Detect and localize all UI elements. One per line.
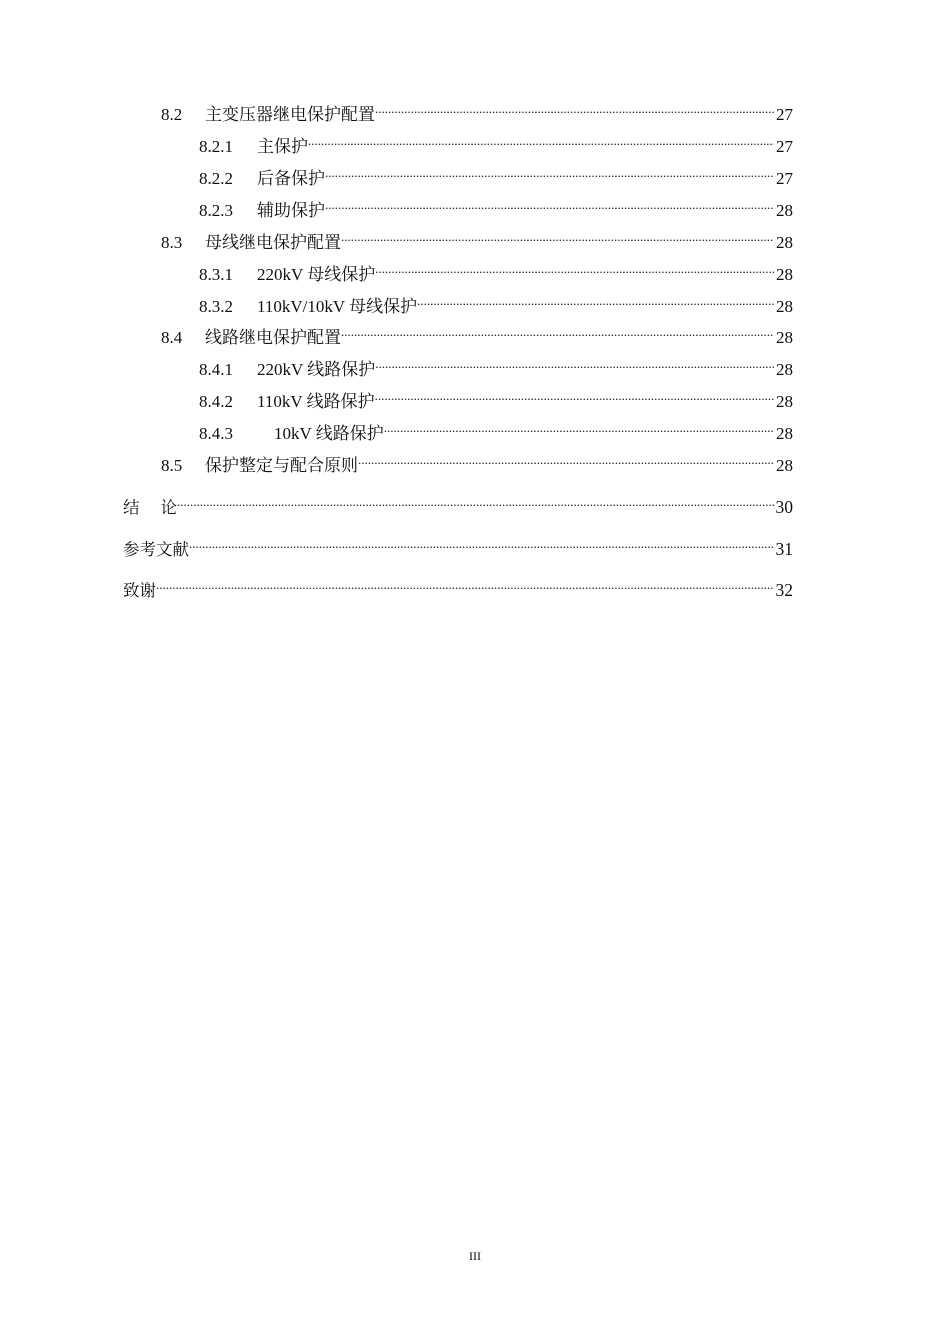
toc-entry-title: 辅助保护 <box>257 201 325 220</box>
toc-entry-8-2[interactable] <box>161 98 793 126</box>
dot-leader <box>375 385 774 407</box>
dot-leader <box>375 353 774 375</box>
toc-entry-title: 10kV 线路保护 <box>257 424 384 443</box>
toc-entry-title: 致谢 <box>123 581 156 600</box>
toc-entry-page: 28 <box>776 265 793 284</box>
dot-leader <box>325 194 774 216</box>
toc-entry-page: 32 <box>775 580 793 600</box>
toc-entry-title: 110kV/10kV 母线保护 <box>257 297 418 316</box>
toc-entry-number: 8.3.2 <box>199 297 233 316</box>
toc-entry-title: 主保护 <box>257 137 308 156</box>
page-number-footer: III <box>469 1249 481 1263</box>
toc-entry-title: 220kV 母线保护 <box>257 265 376 284</box>
toc-entry-page: 28 <box>776 201 793 220</box>
toc-entry-page: 28 <box>776 392 793 411</box>
toc-entry-number: 8.2.2 <box>199 169 233 188</box>
toc-entry-page: 27 <box>776 169 793 188</box>
toc-entry-page: 27 <box>776 105 793 124</box>
toc-entry-8-2-1[interactable] <box>199 130 793 158</box>
toc-entry-page: 28 <box>776 360 793 379</box>
dot-leader <box>308 130 774 152</box>
dot-leader <box>325 162 774 184</box>
toc-entry-title: 220kV 线路保护 <box>257 360 376 379</box>
toc-entry-page: 27 <box>776 137 793 156</box>
toc-entry-page: 28 <box>776 233 793 252</box>
dot-leader <box>417 290 774 312</box>
dot-leader <box>358 449 774 471</box>
toc-entry-references[interactable] <box>123 533 793 561</box>
dot-leader <box>375 258 774 280</box>
toc-entry-number: 8.2.3 <box>199 201 233 220</box>
toc-entry-number: 8.4.3 <box>199 424 233 443</box>
toc-entry-8-3[interactable] <box>161 226 793 254</box>
toc-entry-page: 28 <box>776 424 793 443</box>
toc-entry-page: 31 <box>775 539 793 559</box>
toc-entry-title: 保护整定与配合原则 <box>205 456 358 475</box>
dot-leader <box>341 226 774 248</box>
toc-entry-8-2-2[interactable] <box>199 162 793 190</box>
dot-leader <box>384 417 774 439</box>
toc-entry-8-5[interactable] <box>161 449 793 477</box>
toc-entry-title: 110kV 线路保护 <box>257 392 375 411</box>
toc-entry-page: 30 <box>775 497 793 517</box>
toc-entry-title: 主变压器继电保护配置 <box>205 105 375 124</box>
toc-entry-8-4[interactable] <box>161 321 793 349</box>
toc-entry-number: 8.4 <box>161 328 183 347</box>
toc-entry-acknowledgements[interactable] <box>123 574 793 602</box>
toc-entry-conclusion[interactable] <box>123 491 793 519</box>
toc-entry-number: 8.4.2 <box>199 392 233 411</box>
toc-entry-number: 8.2 <box>161 105 183 124</box>
toc-entry-title: 线路继电保护配置 <box>205 328 341 347</box>
toc-entry-page: 28 <box>776 297 793 316</box>
toc-entry-title: 参考文献 <box>123 540 189 559</box>
dot-leader <box>156 574 774 596</box>
toc-entry-number: 8.4.1 <box>199 360 233 379</box>
dot-leader <box>189 533 774 555</box>
toc-entry-page: 28 <box>776 456 793 475</box>
toc-entry-title: 母线继电保护配置 <box>205 233 341 252</box>
toc-entry-number: 8.5 <box>161 456 183 475</box>
dot-leader <box>177 491 774 513</box>
toc-entry-8-3-2[interactable] <box>199 290 793 318</box>
toc-entry-number: 8.3.1 <box>199 265 233 284</box>
toc-entry-8-2-3[interactable] <box>199 194 793 222</box>
toc-entry-8-3-1[interactable] <box>199 258 793 286</box>
toc-entry-page: 28 <box>776 328 793 347</box>
dot-leader <box>375 98 774 120</box>
toc-entry-number: 8.2.1 <box>199 137 233 156</box>
toc-entry-8-4-2[interactable] <box>199 385 793 413</box>
toc-entry-8-4-1[interactable] <box>199 353 793 381</box>
dot-leader <box>341 321 774 343</box>
toc-entry-8-4-3[interactable] <box>199 417 793 445</box>
toc-entry-title: 后备保护 <box>257 169 325 188</box>
toc-entry-number: 8.3 <box>161 233 183 252</box>
toc-entry-title: 结 论 <box>123 498 177 517</box>
